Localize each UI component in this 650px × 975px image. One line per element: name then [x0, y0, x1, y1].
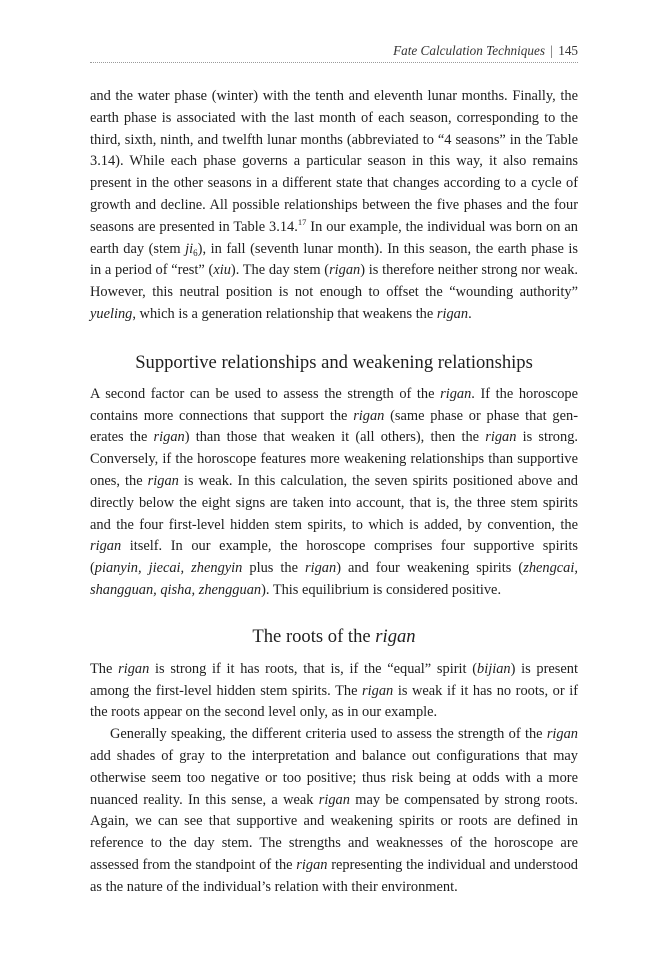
term-rigan: rigan	[318, 791, 350, 808]
text-run: , which is a generation relationship that weakens the	[132, 305, 437, 322]
header-rule	[90, 62, 578, 63]
text-run: ) than those that weaken it (all others), then the	[184, 429, 486, 446]
term-rigan: rigan	[118, 660, 150, 677]
text-run: The	[90, 660, 119, 677]
running-title: Fate Calculation Techniques	[393, 43, 545, 58]
text-run: ). The day stem (	[230, 262, 330, 279]
term-rigan: rigan	[440, 385, 472, 402]
term-bijian: bijian	[477, 660, 511, 677]
section-heading-supportive: Supportive relationships and weakening relationships	[135, 351, 533, 373]
text-run: ) is therefore neither strong nor weak. However, this neutral position is not enough to offset the “wounding authority”	[90, 262, 578, 301]
term-rigan: rigan	[436, 305, 469, 322]
term-ji-subscript: 6	[193, 247, 198, 258]
term-rigan: rigan	[90, 538, 122, 555]
text-run: is weak. In this calculation, the seven spirits positioned above and directly below the eight signs are taken into account, that is, the three stem spirits and the four first-level hidden stem spirits, to which is added, by convention, the	[90, 472, 578, 533]
body-text	[90, 86, 578, 899]
term-rigan: rigan	[362, 682, 394, 699]
term-rigan: rigan	[485, 429, 517, 446]
section-heading-roots	[90, 625, 578, 649]
header-separator: |	[550, 43, 553, 58]
text-run: add shades of gray to the interpretation and balance out configurations that may otherwise seem too negative or too positive; thus risk being at odds with a more nuanced reality. In this sense, a weak	[90, 747, 578, 808]
text-run: ), in fall (seventh lunar month). In this season, the earth phase is in a period of “rest” (	[90, 240, 578, 279]
page-number: 145	[558, 43, 578, 58]
term-rigan: rigan	[305, 560, 337, 577]
paragraph-roots-2	[90, 724, 578, 898]
heading-text: The roots of the	[252, 625, 376, 647]
text-run: . If the horoscope contains more connections that support the	[90, 385, 578, 424]
text-run: .	[468, 305, 472, 322]
text-run: is weak if it has no roots, or if the roots appear on the second level only, as in our example.	[90, 682, 579, 721]
text-run: plus the	[242, 560, 306, 577]
paragraph-roots-1	[90, 659, 578, 724]
term-yueling: yueling	[90, 305, 133, 322]
term-weakening-spirits: zhengcai, shangguan, qisha, zhengguan	[90, 560, 578, 598]
running-header	[90, 43, 578, 59]
term-rigan: rigan	[353, 407, 385, 424]
text-run: representing the individual and understood as the nature of the individual’s relation with their environment.	[90, 856, 578, 895]
term-ji: ji	[185, 240, 194, 257]
text-run: Generally speaking, the different criteria used to assess the strength of the	[110, 726, 547, 743]
text-run: is strong if it has roots, that is, if the “equal” spirit (	[149, 660, 477, 677]
term-supportive-spirits: pianyin, jiecai, zhengyin	[94, 560, 243, 577]
text-run: is strong. Conversely, if the horoscope features more weakening relationships than supportive ones, the	[90, 429, 578, 489]
text-run: may be compensated by strong roots. Again, we can see that supportive and weakening spirits or roots are defined in reference to the day stem. The strengths and weaknesses of the horoscope are assessed from the standpoint of the	[90, 791, 578, 873]
term-rigan: rigan	[546, 726, 578, 743]
paragraph-supportive	[90, 384, 578, 602]
paragraph-continuation	[90, 86, 578, 326]
text-run: itself. In our example, the horoscope comprises four supportive spirits (	[90, 538, 578, 577]
text-run: In our example, the individual was born on an earth day (stem	[90, 218, 578, 257]
text-run: ) and four weakening spirits (	[336, 560, 524, 577]
text-run: ) is present among the first-level hidden stem spirits. The	[90, 660, 578, 699]
term-xiu: xiu	[213, 262, 231, 279]
term-rigan: rigan	[147, 472, 179, 489]
text-run: (same phase or phase that generates the	[90, 407, 578, 446]
text-run: and the water phase (winter) with the tenth and eleventh lunar months. Finally, the earth phase is associated with the last month of each season, corresponding to the third, sixth, ninth, and twelfth lunar months (abbreviated to “4 seasons” in the Table 3.14). While each phase governs a particular season in this way, it also remains present in the other seasons in a different state that changes according to a cycle of growth and decline. All possible relationships between the five phases and the four seasons are presented in Table 3.14.	[90, 88, 578, 235]
term-rigan: rigan	[296, 856, 328, 873]
text-run: ). This equilibrium is considered positive.	[261, 581, 502, 598]
footnote-marker: 17	[297, 216, 307, 227]
term-rigan: rigan	[153, 429, 185, 446]
term-rigan: rigan	[329, 262, 361, 279]
heading-term-rigan: rigan	[375, 625, 416, 647]
text-run: A second factor can be used to assess the strength of the	[90, 385, 441, 402]
